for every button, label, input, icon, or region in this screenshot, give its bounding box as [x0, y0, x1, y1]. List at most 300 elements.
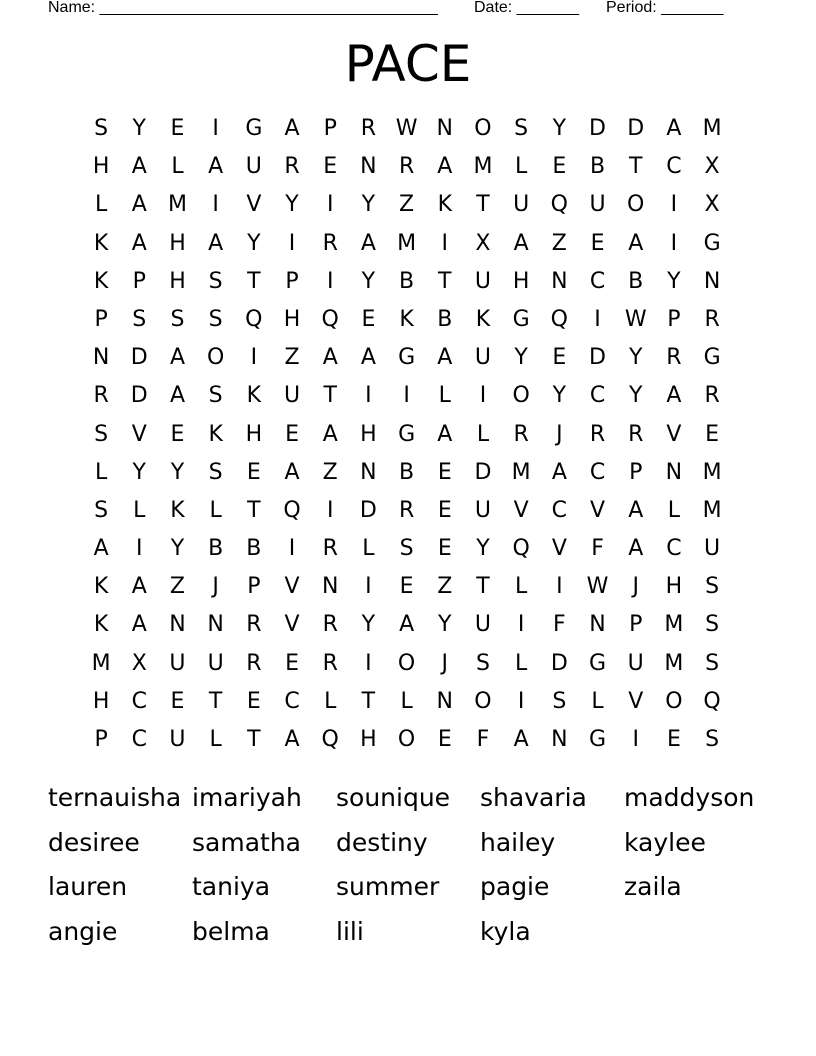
grid-letter[interactable]: S [705, 727, 720, 752]
grid-letter[interactable]: A [437, 345, 453, 371]
grid-letter[interactable]: V [551, 536, 567, 562]
grid-letter[interactable]: I [441, 230, 449, 256]
grid-letter[interactable]: I [556, 574, 563, 600]
grid-letter[interactable]: A [208, 154, 224, 180]
grid-letter[interactable]: V [131, 421, 147, 447]
grid-letter[interactable]: Y [132, 459, 146, 485]
grid-letter[interactable]: R [704, 383, 720, 409]
grid-letter[interactable]: H [360, 727, 377, 752]
grid-letter[interactable]: N [551, 268, 568, 294]
grid-letter[interactable]: R [398, 154, 415, 180]
grid-letter[interactable]: K [93, 230, 109, 256]
grid-letter[interactable]: B [246, 536, 262, 562]
grid-letter[interactable]: C [666, 154, 682, 180]
grid-letter[interactable]: M [664, 650, 684, 676]
grid-letter[interactable]: O [206, 345, 225, 371]
grid-letter[interactable]: V [628, 688, 644, 714]
letter-grid [82, 110, 732, 759]
grid-letter[interactable]: M [511, 459, 531, 485]
grid-letter[interactable]: K [246, 383, 262, 409]
grid-letter[interactable]: W [624, 306, 647, 332]
grid-letter[interactable]: A [284, 727, 300, 752]
grid-letter[interactable]: A [628, 536, 644, 562]
grid-letter[interactable]: I [212, 116, 219, 141]
grid-letter[interactable]: I [479, 383, 487, 409]
grid-letter[interactable]: N [169, 612, 186, 638]
grid-letter[interactable]: M [702, 116, 722, 141]
grid-letter[interactable]: E [399, 574, 414, 600]
grid-letter[interactable]: P [285, 268, 299, 294]
grid-letter[interactable]: H [360, 421, 377, 447]
grid-letter[interactable]: P [629, 612, 643, 638]
grid-letter[interactable]: R [628, 421, 644, 447]
grid-letter[interactable]: V [246, 192, 262, 218]
grid-letter[interactable]: A [360, 230, 376, 256]
grid-letter[interactable]: O [397, 727, 416, 752]
grid-letter[interactable]: T [628, 154, 643, 180]
grid-letter[interactable]: A [169, 345, 185, 371]
grid-letter[interactable]: S [208, 383, 223, 409]
grid-letter[interactable]: U [627, 650, 644, 676]
grid-letter[interactable]: P [667, 306, 681, 332]
grid-letter[interactable]: P [94, 727, 108, 752]
grid-letter[interactable]: L [209, 727, 222, 752]
period-field[interactable]: Period: _______ [606, 0, 724, 16]
grid-letter[interactable]: L [362, 536, 375, 562]
grid-letter[interactable]: B [437, 306, 453, 332]
grid-letter[interactable]: S [208, 459, 223, 485]
grid-letter[interactable]: E [361, 306, 376, 332]
grid-letter[interactable]: I [594, 306, 601, 332]
grid-letter[interactable]: A [93, 536, 109, 562]
grid-letter[interactable]: D [130, 383, 148, 409]
grid-letter[interactable]: F [591, 536, 604, 562]
grid-letter[interactable]: A [628, 230, 644, 256]
grid-letter[interactable]: E [285, 650, 299, 676]
grid-letter[interactable]: F [553, 612, 566, 638]
grid-letter[interactable]: I [517, 612, 525, 638]
grid-letter[interactable]: M [397, 230, 417, 256]
grid-letter[interactable]: L [94, 192, 108, 218]
grid-letter[interactable]: N [207, 612, 224, 638]
grid-letter[interactable]: A [666, 383, 682, 409]
grid-letter[interactable]: G [589, 650, 607, 676]
grid-letter[interactable]: I [670, 192, 678, 218]
grid-letter[interactable]: N [436, 688, 454, 714]
grid-letter[interactable]: Y [438, 612, 452, 638]
grid-letter[interactable]: S [399, 536, 414, 562]
grid-letter[interactable]: R [322, 536, 338, 562]
grid-letter[interactable]: Q [703, 688, 721, 714]
grid-letter[interactable]: N [703, 268, 721, 294]
grid-letter[interactable]: O [665, 688, 683, 714]
grid-letter[interactable]: R [246, 612, 262, 638]
grid-letter[interactable]: H [169, 230, 186, 256]
grid-letter[interactable]: U [207, 650, 224, 676]
grid-letter[interactable]: V [284, 612, 300, 638]
grid-letter[interactable]: R [360, 116, 377, 141]
grid-letter[interactable]: W [395, 116, 418, 141]
grid-letter[interactable]: G [512, 306, 530, 332]
grid-letter[interactable]: E [552, 345, 567, 371]
grid-letter[interactable]: P [323, 116, 337, 141]
grid-letter[interactable]: D [130, 345, 148, 371]
grid-letter[interactable]: C [666, 536, 682, 562]
grid-letter[interactable]: B [589, 154, 606, 180]
grid-letter[interactable]: R [322, 650, 338, 676]
grid-letter[interactable]: I [326, 497, 334, 523]
grid-letter[interactable]: B [399, 459, 415, 485]
grid-letter[interactable]: K [475, 306, 491, 332]
grid-letter[interactable]: S [705, 574, 720, 600]
grid-letter[interactable]: Q [321, 306, 339, 332]
grid-letter[interactable]: U [589, 192, 606, 218]
grid-letter[interactable]: U [169, 727, 186, 752]
grid-letter[interactable]: S [705, 650, 720, 676]
grid-letter[interactable]: L [667, 497, 681, 523]
grid-letter[interactable]: J [212, 574, 219, 600]
grid-letter[interactable]: L [324, 688, 337, 714]
grid-letter[interactable]: U [474, 345, 492, 371]
grid-letter[interactable]: G [398, 421, 416, 447]
grid-letter[interactable]: O [627, 192, 645, 218]
grid-letter[interactable]: Q [321, 727, 339, 752]
grid-letter[interactable]: G [703, 230, 721, 256]
grid-letter[interactable]: A [628, 497, 644, 523]
grid-letter[interactable]: C [131, 688, 147, 714]
grid-letter[interactable]: U [474, 497, 492, 523]
grid-letter[interactable]: E [705, 421, 720, 447]
grid-letter[interactable]: Y [514, 345, 528, 371]
grid-letter[interactable]: K [208, 421, 223, 447]
word-bank-item: angie [48, 916, 118, 946]
grid-letter[interactable]: I [403, 383, 410, 409]
grid-letter[interactable]: C [589, 459, 606, 485]
grid-letter[interactable]: G [398, 345, 416, 371]
grid-letter[interactable]: D [589, 116, 606, 141]
grid-letter[interactable]: L [591, 688, 604, 714]
grid-letter[interactable]: M [702, 459, 722, 485]
word-bank-item: pagie [480, 872, 550, 901]
grid-letter[interactable]: A [284, 116, 300, 141]
grid-letter[interactable]: A [360, 345, 376, 371]
grid-letter[interactable]: J [441, 650, 449, 676]
grid-letter[interactable]: L [209, 497, 222, 523]
grid-letter[interactable]: Z [322, 459, 338, 485]
grid-letter[interactable]: A [284, 459, 300, 485]
grid-row [82, 110, 732, 148]
grid-letter[interactable]: Y [361, 192, 376, 218]
grid-letter[interactable]: E [285, 421, 299, 447]
grid-letter[interactable]: L [515, 650, 528, 676]
grid-letter[interactable]: C [589, 383, 606, 409]
grid-letter[interactable]: N [360, 154, 377, 180]
grid-letter[interactable]: L [438, 383, 451, 409]
grid-letter[interactable]: S [514, 116, 529, 141]
grid-letter[interactable]: E [323, 154, 338, 180]
grid-letter[interactable]: I [517, 688, 525, 714]
grid-letter[interactable]: G [703, 345, 721, 371]
grid-letter[interactable]: U [704, 536, 721, 562]
grid-letter[interactable]: H [512, 268, 530, 294]
grid-letter[interactable]: R [322, 230, 338, 256]
grid-letter[interactable]: Y [170, 536, 185, 562]
grid-letter[interactable]: H [92, 154, 110, 180]
word-bank-item: taniya [192, 872, 271, 901]
grid-letter[interactable]: B [628, 268, 644, 294]
grid-letter[interactable]: O [474, 688, 492, 714]
grid-letter[interactable]: S [208, 268, 223, 294]
grid-letter[interactable]: E [666, 727, 681, 752]
grid-letter[interactable]: X [704, 192, 720, 218]
grid-letter[interactable]: L [133, 497, 146, 523]
grid-letter[interactable]: Y [552, 383, 567, 409]
grid-letter[interactable]: H [92, 688, 110, 714]
grid-letter[interactable]: U [169, 650, 186, 676]
grid-letter[interactable]: B [208, 536, 224, 562]
grid-letter[interactable]: A [551, 459, 567, 485]
grid-letter[interactable]: J [632, 574, 639, 600]
grid-letter[interactable]: D [474, 459, 492, 485]
grid-letter[interactable]: I [326, 192, 334, 218]
grid-letter[interactable]: M [91, 650, 111, 676]
grid-letter[interactable]: I [288, 230, 296, 256]
grid-letter[interactable]: I [632, 727, 639, 752]
grid-letter[interactable]: H [665, 574, 683, 600]
grid-letter[interactable]: A [131, 154, 147, 180]
grid-row [82, 645, 732, 683]
grid-letter[interactable]: Z [437, 574, 453, 600]
grid-letter[interactable]: I [288, 536, 296, 562]
grid-letter[interactable]: N [589, 612, 606, 638]
grid-letter[interactable]: E [246, 688, 261, 714]
grid-letter[interactable]: U [474, 612, 492, 638]
grid-letter[interactable]: Q [245, 306, 263, 332]
grid-letter[interactable]: A [131, 574, 147, 600]
grid-letter[interactable]: T [247, 497, 261, 523]
grid-letter[interactable]: S [94, 116, 109, 141]
grid-letter[interactable]: M [167, 192, 187, 218]
grid-letter[interactable]: O [397, 650, 416, 676]
grid-letter[interactable]: H [169, 268, 186, 294]
grid-letter[interactable]: H [283, 306, 301, 332]
grid-letter[interactable]: A [437, 154, 453, 180]
grid-letter[interactable]: Q [512, 536, 530, 562]
grid-letter[interactable]: S [208, 306, 223, 332]
grid-letter[interactable]: I [365, 574, 372, 600]
grid-letter[interactable]: S [552, 688, 567, 714]
grid-letter[interactable]: D [627, 116, 645, 141]
grid-letter[interactable]: A [208, 230, 224, 256]
grid-letter[interactable]: R [284, 154, 300, 180]
grid-letter[interactable]: K [170, 497, 185, 523]
name-field[interactable]: Name: ______________________________________ [48, 0, 438, 16]
grid-letter[interactable]: D [359, 497, 377, 523]
grid-letter[interactable]: P [247, 574, 261, 600]
grid-letter[interactable]: S [170, 306, 185, 332]
grid-letter[interactable]: A [131, 612, 147, 638]
grid-letter[interactable]: R [398, 497, 415, 523]
grid-letter[interactable]: U [474, 268, 492, 294]
grid-letter[interactable]: X [475, 230, 491, 256]
grid-letter[interactable]: K [93, 574, 109, 600]
grid-letter[interactable]: L [476, 421, 490, 447]
grid-letter[interactable]: R [704, 306, 720, 332]
grid-letter[interactable]: Q [550, 306, 568, 332]
grid-letter[interactable]: R [246, 650, 262, 676]
grid-letter[interactable]: P [629, 459, 643, 485]
grid-letter[interactable]: A [131, 192, 147, 218]
grid-letter[interactable]: U [283, 383, 301, 409]
grid-letter[interactable]: A [131, 230, 147, 256]
grid-letter[interactable]: N [665, 459, 683, 485]
grid-letter[interactable]: R [513, 421, 529, 447]
grid-letter[interactable]: G [589, 727, 607, 752]
grid-letter[interactable]: T [323, 383, 337, 409]
grid-letter[interactable]: V [666, 421, 682, 447]
grid-letter[interactable]: Z [284, 345, 300, 371]
grid-letter[interactable]: E [170, 688, 185, 714]
grid-letter[interactable]: U [245, 154, 262, 180]
grid-letter[interactable]: Z [399, 192, 415, 218]
grid-letter[interactable]: S [132, 306, 147, 332]
grid-letter[interactable]: L [171, 154, 184, 180]
grid-letter[interactable]: N [360, 459, 377, 485]
grid-letter[interactable]: C [589, 268, 606, 294]
grid-letter[interactable]: N [436, 116, 454, 141]
grid-letter[interactable]: I [365, 650, 372, 676]
grid-letter[interactable]: E [170, 116, 185, 141]
grid-letter[interactable]: V [284, 574, 300, 600]
grid-letter[interactable]: Y [285, 192, 299, 218]
grid-letter[interactable]: C [551, 497, 568, 523]
grid-letter[interactable]: X [131, 650, 147, 676]
grid-letter[interactable]: V [590, 497, 606, 523]
grid-letter[interactable]: I [365, 383, 372, 409]
grid-letter[interactable]: Y [628, 383, 643, 409]
grid-letter[interactable]: R [322, 612, 338, 638]
grid-letter[interactable]: K [399, 306, 414, 332]
grid-letter[interactable]: T [361, 688, 376, 714]
grid-letter[interactable]: P [132, 268, 146, 294]
grid-letter[interactable]: K [93, 268, 109, 294]
grid-letter[interactable]: Y [552, 116, 567, 141]
grid-letter[interactable]: E [437, 727, 452, 752]
grid-letter[interactable]: N [321, 574, 339, 600]
grid-letter[interactable]: N [92, 345, 110, 371]
grid-letter[interactable]: Y [361, 268, 376, 294]
grid-letter[interactable]: A [437, 421, 453, 447]
grid-letter[interactable]: W [586, 574, 609, 600]
grid-letter[interactable]: R [666, 345, 682, 371]
grid-letter[interactable]: H [245, 421, 263, 447]
grid-letter[interactable]: E [437, 497, 452, 523]
grid-letter[interactable]: K [437, 192, 452, 218]
grid-letter[interactable]: I [136, 536, 143, 562]
grid-letter[interactable]: I [326, 268, 334, 294]
grid-letter[interactable]: Y [476, 536, 490, 562]
grid-letter[interactable]: M [473, 154, 493, 180]
grid-letter[interactable]: V [513, 497, 529, 523]
grid-letter[interactable]: E [552, 154, 567, 180]
grid-letter[interactable]: A [169, 383, 185, 409]
grid-letter[interactable]: Y [628, 345, 643, 371]
grid-letter[interactable]: T [247, 727, 261, 752]
grid-letter[interactable]: M [664, 612, 684, 638]
grid-letter[interactable]: C [284, 688, 300, 714]
grid-letter[interactable]: E [437, 536, 452, 562]
grid-letter[interactable]: R [93, 383, 109, 409]
date-field[interactable]: Date: _______ [474, 0, 579, 16]
grid-letter[interactable]: T [208, 688, 223, 714]
grid-letter[interactable]: S [94, 421, 109, 447]
grid-letter[interactable]: Z [551, 230, 567, 256]
grid-letter[interactable]: E [246, 459, 261, 485]
grid-letter[interactable]: Y [132, 116, 146, 141]
grid-letter[interactable]: I [212, 192, 219, 218]
grid-letter[interactable]: A [322, 345, 338, 371]
grid-letter[interactable]: T [247, 268, 261, 294]
grid-letter[interactable]: A [322, 421, 338, 447]
grid-letter[interactable]: Y [667, 268, 681, 294]
grid-letter[interactable]: U [513, 192, 530, 218]
grid-letter[interactable]: Z [169, 574, 185, 600]
grid-letter[interactable]: T [476, 574, 490, 600]
grid-letter[interactable]: G [245, 116, 263, 141]
grid-row [82, 377, 732, 415]
grid-letter[interactable]: D [550, 650, 568, 676]
grid-letter[interactable]: R [589, 421, 606, 447]
grid-letter[interactable]: K [93, 612, 109, 638]
grid-letter[interactable]: D [589, 345, 606, 371]
grid-letter[interactable]: Y [361, 612, 376, 638]
grid-letter[interactable]: A [666, 116, 682, 141]
grid-letter[interactable]: Q [550, 192, 568, 218]
grid-letter[interactable]: E [590, 230, 605, 256]
grid-letter[interactable]: S [475, 650, 490, 676]
grid-letter[interactable]: P [94, 306, 108, 332]
grid-letter[interactable]: Y [247, 230, 261, 256]
grid-letter[interactable]: L [94, 459, 108, 485]
grid-letter[interactable]: L [515, 574, 528, 600]
grid-letter[interactable]: B [399, 268, 415, 294]
grid-letter[interactable]: M [702, 497, 722, 523]
grid-letter[interactable]: C [131, 727, 147, 752]
grid-letter[interactable]: A [399, 612, 415, 638]
grid-letter[interactable]: X [704, 154, 720, 180]
grid-letter[interactable]: E [170, 421, 185, 447]
grid-letter[interactable]: L [400, 688, 413, 714]
grid-letter[interactable]: T [476, 192, 490, 218]
grid-letter[interactable]: T [438, 268, 452, 294]
grid-letter[interactable]: S [94, 497, 109, 523]
grid-letter[interactable]: L [515, 154, 528, 180]
grid-letter[interactable]: Q [283, 497, 301, 523]
grid-letter[interactable]: I [670, 230, 678, 256]
grid-letter[interactable]: A [513, 230, 529, 256]
grid-letter[interactable]: O [512, 383, 530, 409]
word-bank-item: kaylee [624, 827, 706, 857]
grid-letter[interactable]: E [437, 459, 452, 485]
grid-letter[interactable]: I [250, 345, 258, 371]
grid-letter[interactable]: O [474, 116, 492, 141]
grid-letter[interactable]: Y [170, 459, 185, 485]
grid-letter[interactable]: S [705, 612, 720, 638]
grid-letter[interactable]: N [551, 727, 568, 752]
grid-letter[interactable]: J [556, 421, 563, 447]
grid-letter[interactable]: A [513, 727, 529, 752]
grid-letter[interactable]: F [476, 727, 490, 752]
